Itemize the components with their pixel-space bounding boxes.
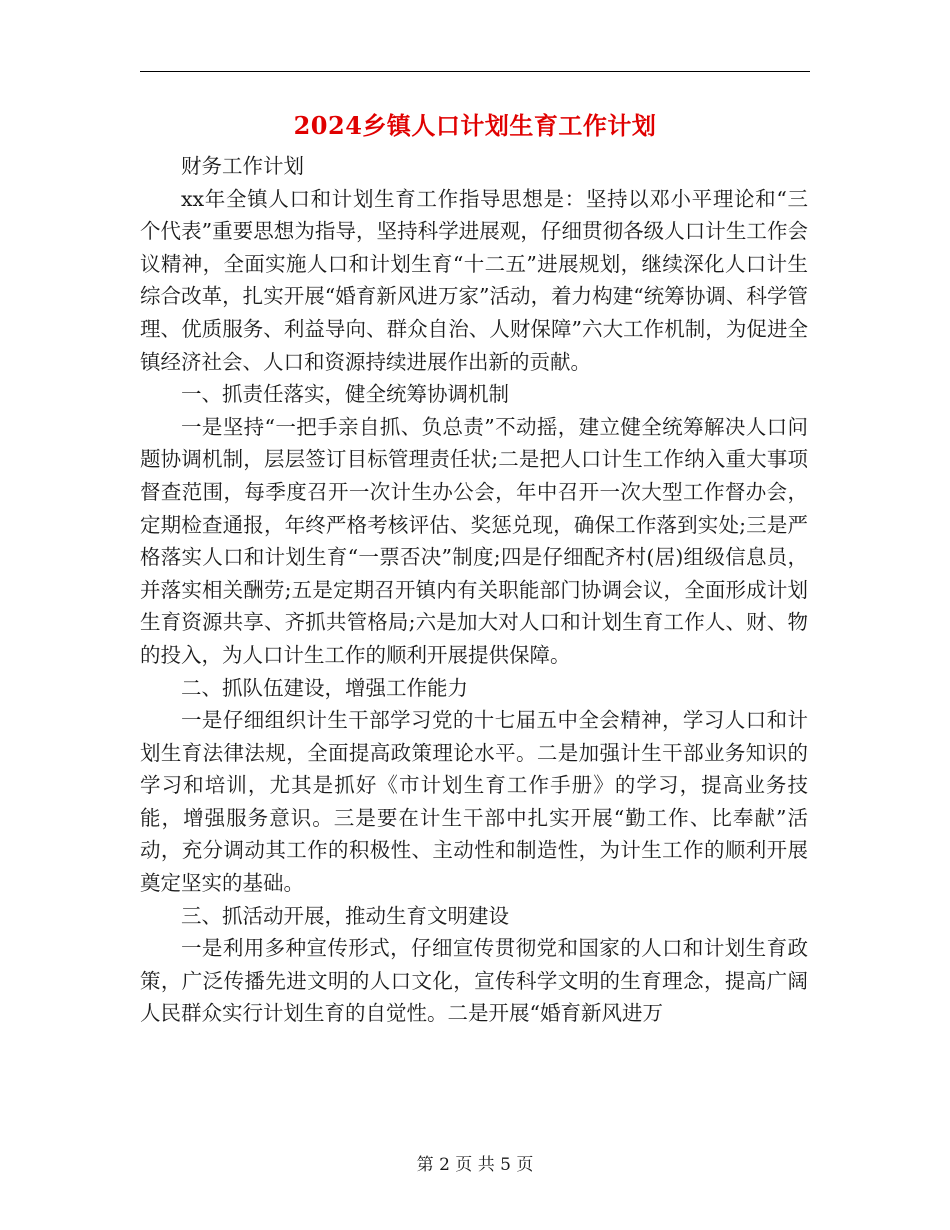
paragraph-section-1-body: 一是坚持“一把手亲自抓、负总责”不动摇，建立健全统筹解决人口问题协调机制，层层签订目标管理责任状;二是把人口计生工作纳入重大事项督查范围，每季度召开一次计生办公会，年中召开一次大型工作督办会，定期检查通报，年终严格考核评估、奖惩兑现，确保工作落到实处;三是严格落实人口和计划生育“一票否决”制度;四是仔细配齐村(居)组级信息员，并落实相关酬劳;五是定期召开镇内有关职能部门协调会议，全面形成计划生育资源共享、齐抓共管格局;六是加大对人口和计划生育工作人、财、物的投入，为人口计生工作的顺利开展提供保障。 [140,414,808,667]
heading-section-2: 二、抓队伍建设，增强工作能力 [181,675,468,700]
paragraph-guiding-thought: xx年全镇人口和计划生育工作指导思想是：坚持以邓小平理论和“三个代表”重要思想为指导，坚持科学进展观，仔细贯彻各级人口计生工作会议精神，全面实施人口和计划生育“十二五”进展规划，继续深化人口计生综合改革，扎实开展“婚育新风进万家”活动，着力构建“统筹协调、科学管理、优质服务、利益导向、群众自治、人财保障”六大工作机制，为促进全镇经济社会、人口和资源持续进展作出新的贡献。 [140,186,808,374]
paragraph-section-3-body: 一是利用多种宣传形式，仔细宣传贯彻党和国家的人口和计划生育政策，广泛传播先进文明的人口文化，宣传科学文明的生育理念，提高广阔人民群众实行计划生育的自觉性。二是开展“婚育新风进万 [140,936,808,1026]
heading-section-3: 三、抓活动开展，推动生育文明建设 [181,903,509,928]
header-rule [140,71,810,72]
document-body [140,150,808,1030]
document-title: 2024乡镇人口计划生育工作计划 [293,111,657,140]
heading-section-1: 一、抓责任落实，健全统筹协调机制 [181,382,509,407]
paragraph-section-2-body: 一是仔细组织计生干部学习党的十七届五中全会精神，学习人口和计划生育法律法规，全面提高政策理论水平。二是加强计生干部业务知识的学习和培训，尤其是抓好《市计划生育工作手册》的学习，提高业务技能，增强服务意识。三是要在计生干部中扎实开展“勤工作、比奉献”活动，充分调动其工作的积极性、主动性和制造性，为计生工作的顺利开展奠定坚实的基础。 [140,708,808,896]
paragraph-section-label: 财务工作计划 [181,154,304,178]
page-number-footer: 第 2 页 共 5 页 [416,1155,534,1175]
